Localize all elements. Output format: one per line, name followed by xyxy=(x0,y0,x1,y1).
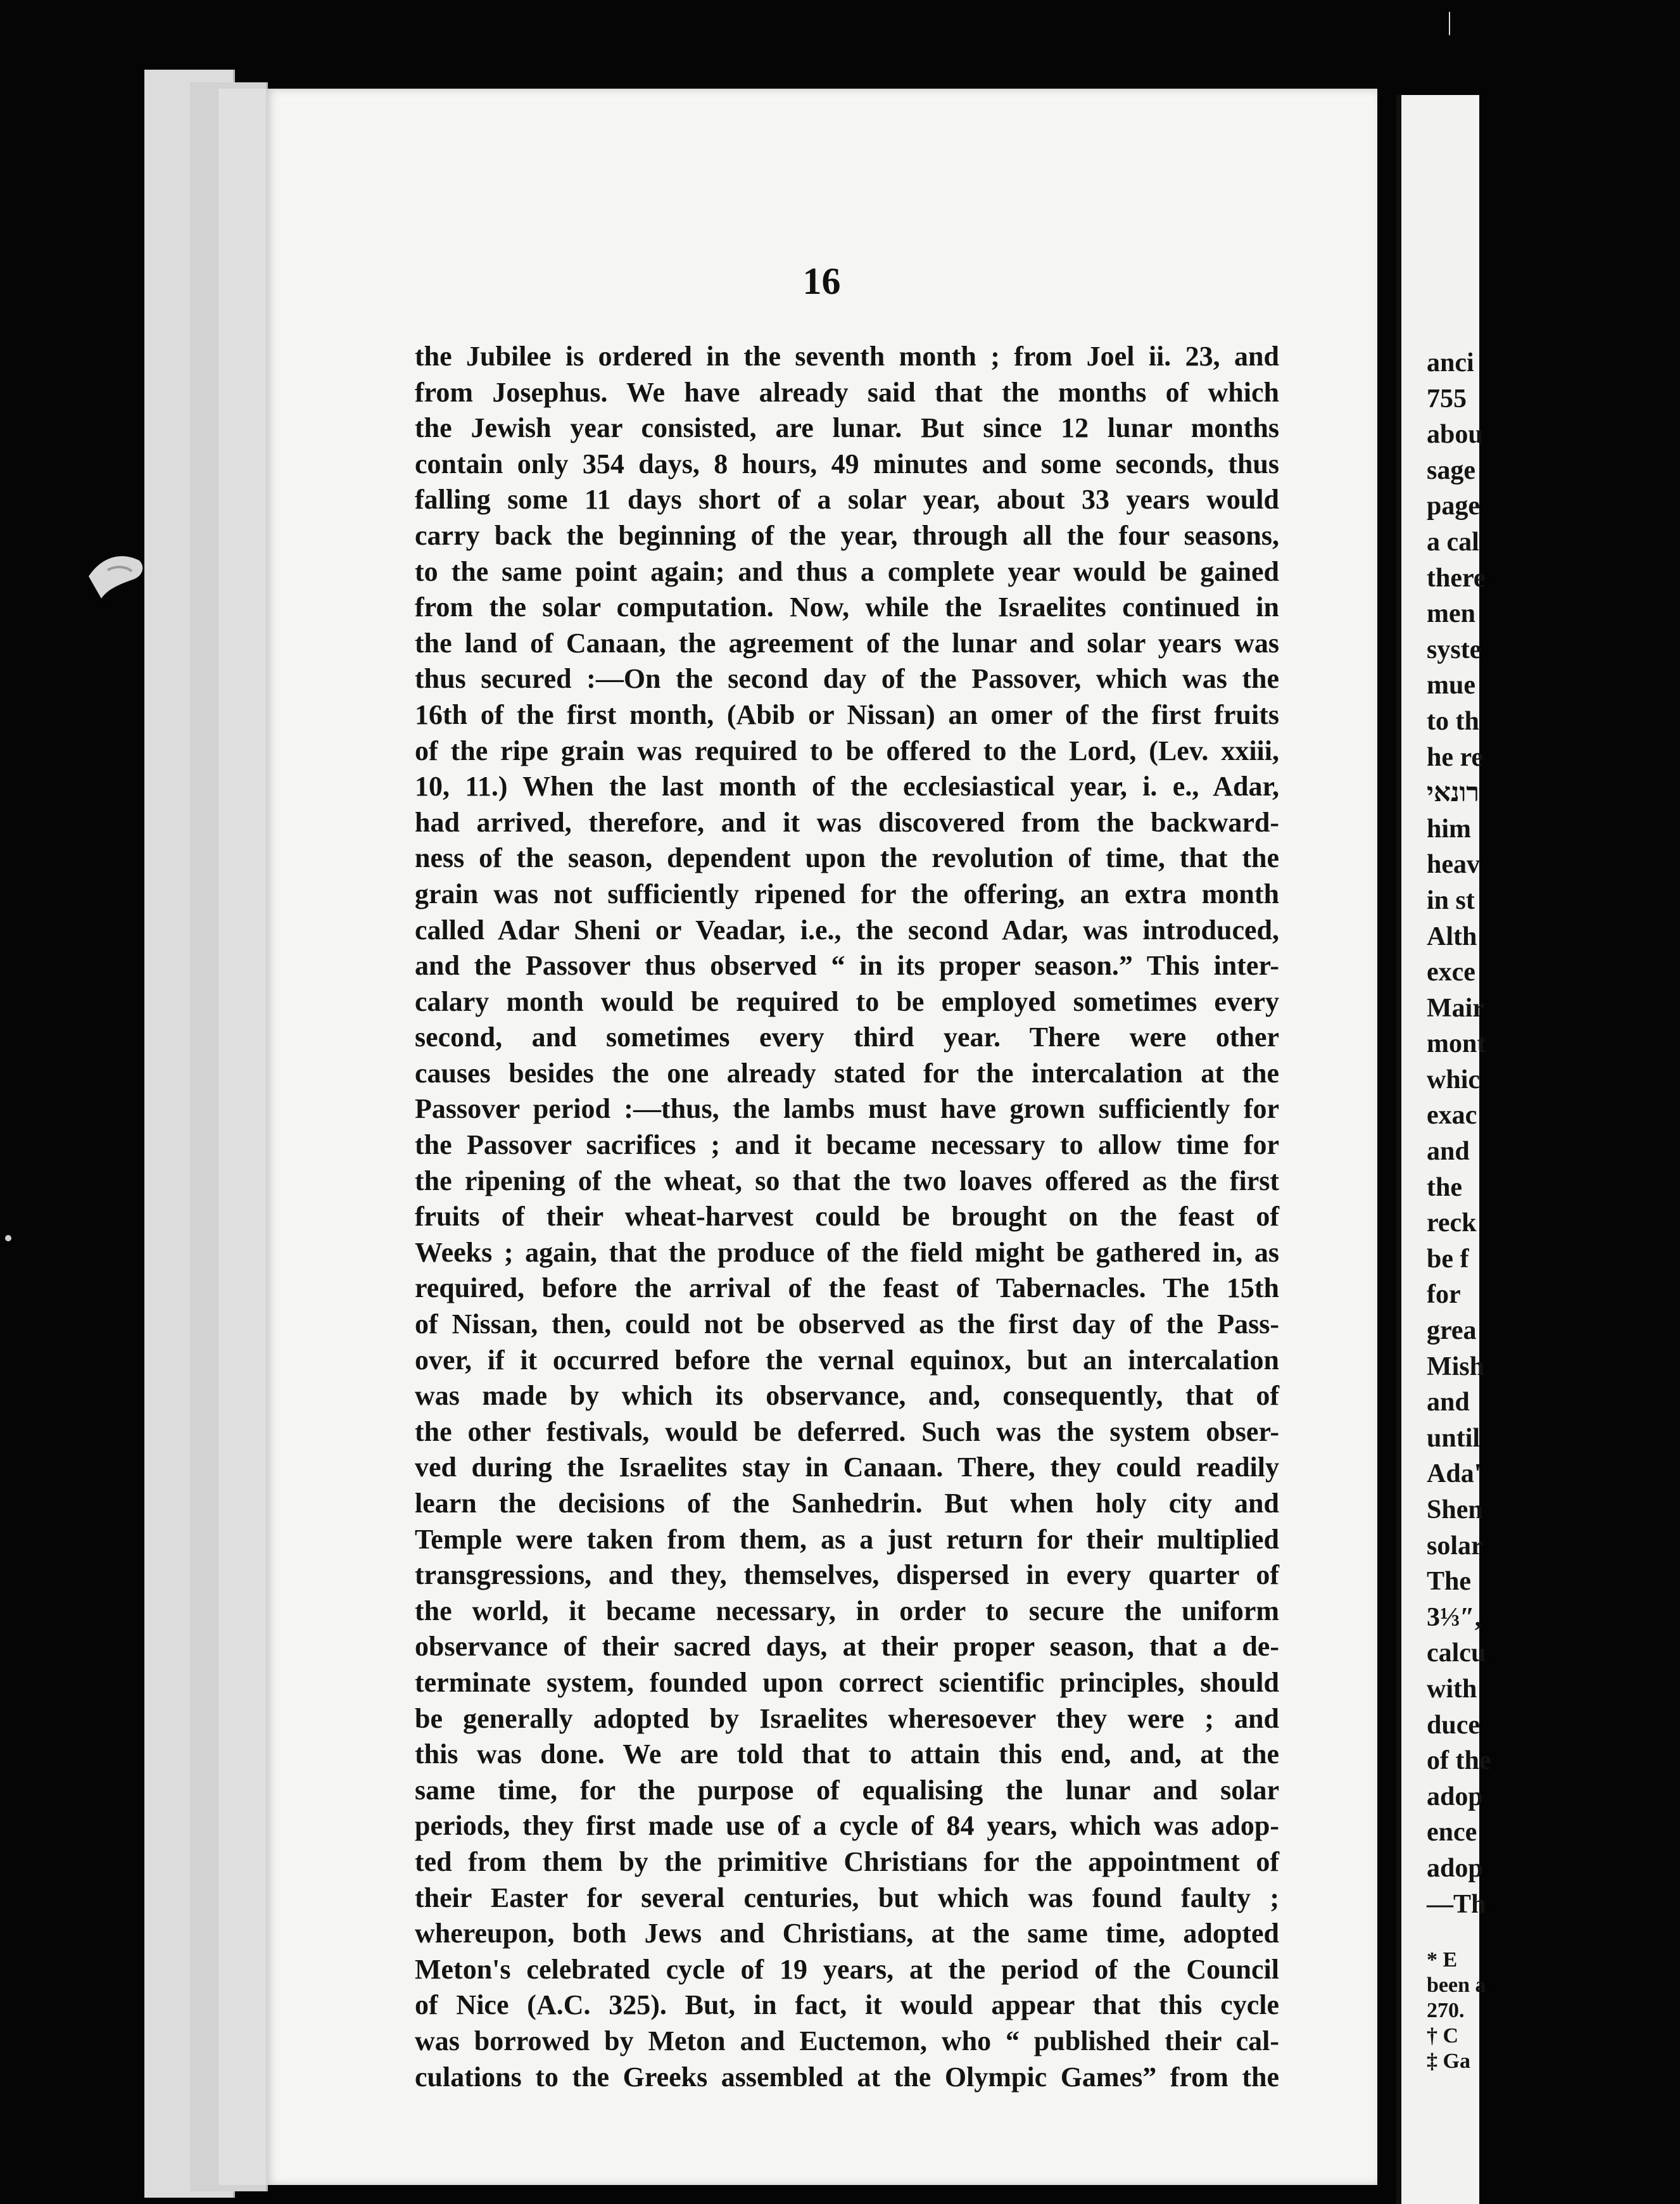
facing-text-fragment: anci xyxy=(1427,348,1474,377)
text-line: whereupon, both Jews and Christians, at the same time, adopted xyxy=(415,1918,1279,1949)
text-line: periods, they first made use of a cycle of 84 years, which was adop- xyxy=(415,1810,1279,1842)
facing-text-fragment: Mair xyxy=(1427,993,1484,1023)
facing-text-fragment: a cal xyxy=(1427,527,1479,557)
text-line: required, before the arrival of the feast of Tabernacles. The 15th xyxy=(415,1272,1279,1304)
text-line: of Nice (A.C. 325). But, in fact, it would appear that this cycle xyxy=(415,1989,1279,2021)
text-line: was borrowed by Meton and Euctemon, who “ published their cal- xyxy=(415,2025,1279,2056)
facing-text-fragment: Ada' xyxy=(1427,1459,1482,1489)
scan-mark: | xyxy=(1447,7,1453,35)
text-line: the world, it became necessary, in order to secure the uniform xyxy=(415,1595,1279,1626)
text-line: from Josephus. We have already said that the months of which xyxy=(415,376,1279,408)
text-line: ved during the Israelites stay in Canaan. There, they could readily xyxy=(415,1452,1279,1483)
text-line: observance of their sacred days, at their proper season, that a de- xyxy=(415,1631,1279,1662)
facing-text-fragment: calcu xyxy=(1427,1638,1486,1668)
text-line: ted from them by the primitive Christians for the appointment of xyxy=(415,1846,1279,1877)
text-line: calary month would be required to be employed sometimes every xyxy=(415,985,1279,1017)
text-line: the Jubilee is ordered in the seventh month ; from Joel ii. 23, and xyxy=(415,341,1279,372)
facing-text-fragment: mont xyxy=(1427,1029,1486,1059)
text-line: second, and sometimes every third year. There were other xyxy=(415,1022,1279,1053)
facing-text-fragment: רונאי xyxy=(1427,778,1480,808)
facing-text-fragment: adop xyxy=(1427,1782,1483,1811)
text-line: from the solar computation. Now, while the Israelites continued in xyxy=(415,592,1279,623)
page-number: 16 xyxy=(802,260,841,302)
text-line: Temple were taken from them, as a just return for their multiplied xyxy=(415,1523,1279,1555)
facing-text-fragment: abou xyxy=(1427,420,1483,450)
text-line: called Adar Sheni or Veadar, i.e., the second Adar, was introduced, xyxy=(415,914,1279,946)
text-line: of the ripe grain was required to be offered to the Lord, (Lev. xxiii, xyxy=(415,735,1279,766)
facing-text-fragment: heav xyxy=(1427,850,1480,880)
facing-text-fragment: there xyxy=(1427,563,1486,593)
text-line: of Nissan, then, could not be observed as the first day of the Pass- xyxy=(415,1308,1279,1340)
facing-footnote-fragment: * E xyxy=(1427,1948,1458,1972)
facing-text-fragment: be f xyxy=(1427,1244,1469,1274)
text-line: causes besides the one already stated for the intercalation at the xyxy=(415,1057,1279,1089)
facing-text-fragment: —Th xyxy=(1427,1889,1486,1919)
facing-page-text xyxy=(1427,345,1680,2074)
facing-text-fragment: exac xyxy=(1427,1101,1477,1130)
facing-page-fragment xyxy=(1396,95,1491,2204)
facing-text-fragment: grea xyxy=(1427,1316,1477,1346)
facing-footnote-fragment: been a xyxy=(1427,1973,1486,1998)
facing-text-fragment: in st xyxy=(1427,885,1475,915)
facing-text-fragment: 755 xyxy=(1427,384,1467,414)
facing-text-fragment: exce xyxy=(1427,958,1475,987)
facing-text-fragment: him xyxy=(1427,814,1472,844)
facing-text-fragment: for xyxy=(1427,1280,1461,1310)
text-line: the Jewish year consisted, are lunar. But since 12 lunar months xyxy=(415,412,1279,444)
text-line: same time, for the purpose of equalising the lunar and solar xyxy=(415,1774,1279,1806)
text-line: the ripening of the wheat, so that the two loaves offered as the first xyxy=(415,1165,1279,1196)
text-line: grain was not sufficiently ripened for the offering, an extra month xyxy=(415,878,1279,909)
facing-text-fragment: page xyxy=(1427,491,1480,521)
text-line: culations to the Greeks assembled at the Olympic Games” from the xyxy=(415,2061,1279,2093)
text-line: ness of the season, dependent upon the revolution of time, that the xyxy=(415,842,1279,874)
facing-text-fragment: The xyxy=(1427,1567,1472,1597)
facing-text-fragment: solar xyxy=(1427,1531,1483,1561)
facing-text-fragment: duce xyxy=(1427,1710,1480,1740)
facing-text-fragment: Mish xyxy=(1427,1352,1485,1381)
facing-footnote-fragment: ‡ Ga xyxy=(1427,2049,1470,2074)
text-line: carry back the beginning of the year, through all the four seasons, xyxy=(415,519,1279,551)
text-line: be generally adopted by Israelites wheresoever they were ; and xyxy=(415,1702,1279,1734)
facing-text-fragment: he re xyxy=(1427,742,1484,772)
text-line: the other festivals, would be deferred. Such was the system obser- xyxy=(415,1416,1279,1447)
facing-text-fragment: mue xyxy=(1427,671,1475,700)
facing-text-fragment: the xyxy=(1427,1172,1462,1202)
text-line: their Easter for several centuries, but which was found faulty ; xyxy=(415,1882,1279,1913)
facing-text-fragment: syste xyxy=(1427,635,1482,664)
facing-text-fragment: sage xyxy=(1427,455,1475,485)
text-line: Weeks ; again, that the produce of the field might be gathered in, as xyxy=(415,1236,1279,1268)
facing-text-fragment: ence xyxy=(1427,1818,1477,1847)
text-line: to the same point again; and thus a complete year would be gained xyxy=(415,555,1279,587)
scan-speck xyxy=(5,1235,11,1241)
facing-text-fragment: and xyxy=(1427,1388,1470,1417)
facing-text-fragment: whic xyxy=(1427,1065,1480,1094)
facing-footnote-fragment: 270. xyxy=(1427,1999,1465,2023)
text-line: thus secured :—On the second day of the Passover, which was the xyxy=(415,663,1279,695)
facing-text-fragment: with xyxy=(1427,1674,1477,1704)
facing-text-fragment: adop xyxy=(1427,1853,1483,1883)
facing-text-fragment: and xyxy=(1427,1137,1470,1167)
text-line: the Passover sacrifices ; and it became necessary to allow time for xyxy=(415,1129,1279,1161)
facing-footnote-fragment: † C xyxy=(1427,2024,1459,2048)
paper-curl-mark xyxy=(82,538,158,608)
facing-text-fragment: to th xyxy=(1427,706,1479,736)
facing-text-fragment: of the xyxy=(1427,1746,1491,1776)
footnote-gap xyxy=(1427,1922,1680,1948)
text-line: the land of Canaan, the agreement of the lunar and solar years was xyxy=(415,627,1279,659)
text-line: had arrived, therefore, and it was discovered from the backward- xyxy=(415,806,1279,838)
page-body-text xyxy=(415,339,1279,2095)
facing-text-fragment: reck xyxy=(1427,1208,1477,1238)
text-line: terminate system, founded upon correct scientific principles, should xyxy=(415,1666,1279,1698)
facing-text-fragment: Alth xyxy=(1427,922,1477,951)
facing-text-fragment: until xyxy=(1427,1423,1481,1453)
text-line: Meton's celebrated cycle of 19 years, at the period of the Council xyxy=(415,1953,1279,1985)
text-line: learn the decisions of the Sanhedrin. But when holy city and xyxy=(415,1488,1279,1519)
text-line: falling some 11 days short of a solar year, about 33 years would xyxy=(415,484,1279,516)
text-line: was made by which its observance, and, consequently, that of xyxy=(415,1380,1279,1412)
text-line: 16th of the first month, (Abib or Nissan) an omer of the first fruits xyxy=(415,699,1279,730)
text-line: 10, 11.) When the last month of the ecclesiastical year, i. e., Adar, xyxy=(415,771,1279,802)
text-line: Passover period :—thus, the lambs must have grown sufficiently for xyxy=(415,1093,1279,1125)
text-line: transgressions, and they, themselves, dispersed in every quarter of xyxy=(415,1559,1279,1591)
text-line: fruits of their wheat-harvest could be brought on the feast of xyxy=(415,1201,1279,1232)
book-page xyxy=(266,89,1377,2185)
facing-text-fragment: Shen xyxy=(1427,1495,1483,1524)
facing-text-fragment: 3⅓″, xyxy=(1427,1602,1482,1632)
facing-text-fragment: men xyxy=(1427,599,1475,629)
text-line: contain only 354 days, 8 hours, 49 minutes and some seconds, thus xyxy=(415,448,1279,479)
text-line: this was done. We are told that to attain this end, and, at the xyxy=(415,1738,1279,1770)
text-line: over, if it occurred before the vernal equinox, but an intercalation xyxy=(415,1344,1279,1376)
text-line: and the Passover thus observed “ in its proper season.” This inter- xyxy=(415,950,1279,982)
